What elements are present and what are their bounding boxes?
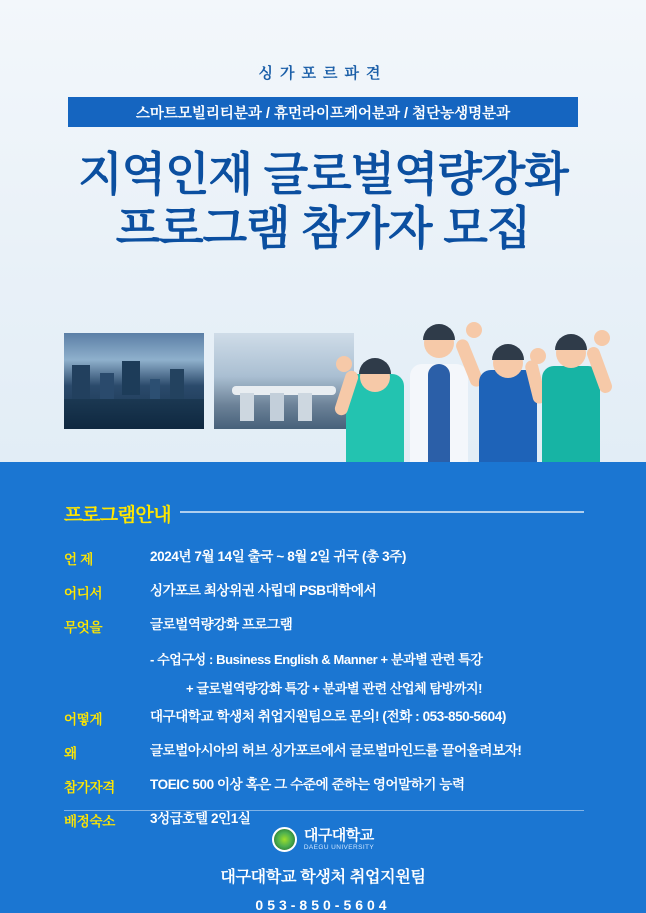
student-figure-2: [400, 316, 478, 462]
info-label-where: 어디서: [64, 586, 103, 601]
info-value-what: 글로벌역량강화 프로그램: [150, 617, 293, 632]
cheering-students-illustration: [330, 300, 610, 462]
info-value-how: 대구대학교 학생처 취업지원팀으로 문의! (전화 : 053-850-5604): [150, 709, 506, 724]
info-label-what: 무엇을: [64, 620, 103, 635]
info-rows: [64, 547, 584, 843]
page-title: [0, 147, 646, 256]
photo-strip: [64, 333, 354, 429]
info-label-eligibility: 참가자격: [64, 780, 115, 795]
student-figure-4: [534, 322, 608, 462]
info-row-why: [64, 741, 584, 762]
title-line-1: 지역인재 글로벌역량강화: [78, 148, 568, 200]
info-row-where: [64, 581, 584, 602]
curriculum-line-2: + 글로벌역량강화 특강 + 분과별 관련 산업체 탐방까지!: [186, 681, 483, 696]
department-ribbon: 스마트모빌리티분과 / 휴먼라이프케어분과 / 첨단농생명분과: [68, 97, 578, 127]
info-label-how: 어떻게: [64, 712, 103, 727]
info-row-eligibility: [64, 775, 584, 796]
info-label-when: 언 제: [64, 552, 93, 567]
info-label-why: 왜: [64, 746, 77, 761]
globe-logo-icon: [272, 827, 297, 852]
logo-name-ko: 대구대학교: [303, 826, 374, 844]
info-title-divider: [180, 511, 584, 513]
singapore-skyline-photo: [64, 333, 204, 429]
info-value-when: 2024년 7월 14일 출국 ~ 8월 2일 귀국 (총 3주): [150, 549, 406, 564]
info-row-how: [64, 707, 584, 728]
info-value-accommodation: 3성급호텔 2인1실: [150, 811, 251, 826]
curriculum-line-1: - 수업구성 : Business English & Manner + 분과별 관련 특강: [150, 652, 483, 667]
title-line-2: 프로그램 참가자 모집: [115, 202, 531, 255]
logo-text-block: [304, 828, 374, 852]
logo-name-en: DAEGU UNIVERSITY: [303, 843, 375, 851]
program-info-section: [0, 462, 646, 913]
footer-divider: [64, 810, 584, 811]
footer-organization: 대구대학교 학생처 취업지원팀: [220, 869, 426, 886]
info-row-when: [64, 547, 584, 568]
info-value-where: 싱가포르 최상위권 사립대 PSB대학에서: [150, 583, 377, 598]
university-logo: [0, 827, 646, 852]
footer-phone-number: 053-850-5604: [255, 897, 391, 913]
info-value-why: 글로벌아시아의 허브 싱가포르에서 글로벌마인드를 끌어올려보자!: [150, 743, 522, 758]
poster-footer: [0, 827, 646, 913]
info-value-eligibility: TOEIC 500 이상 혹은 그 수준에 준하는 영어말하기 능력: [150, 777, 465, 792]
info-row-what: [64, 615, 584, 636]
info-section-title: 프로그램안내: [64, 505, 172, 526]
info-label-accommodation: 배정숙소: [64, 814, 115, 829]
kicker-text: 싱가포르파견: [258, 65, 388, 82]
